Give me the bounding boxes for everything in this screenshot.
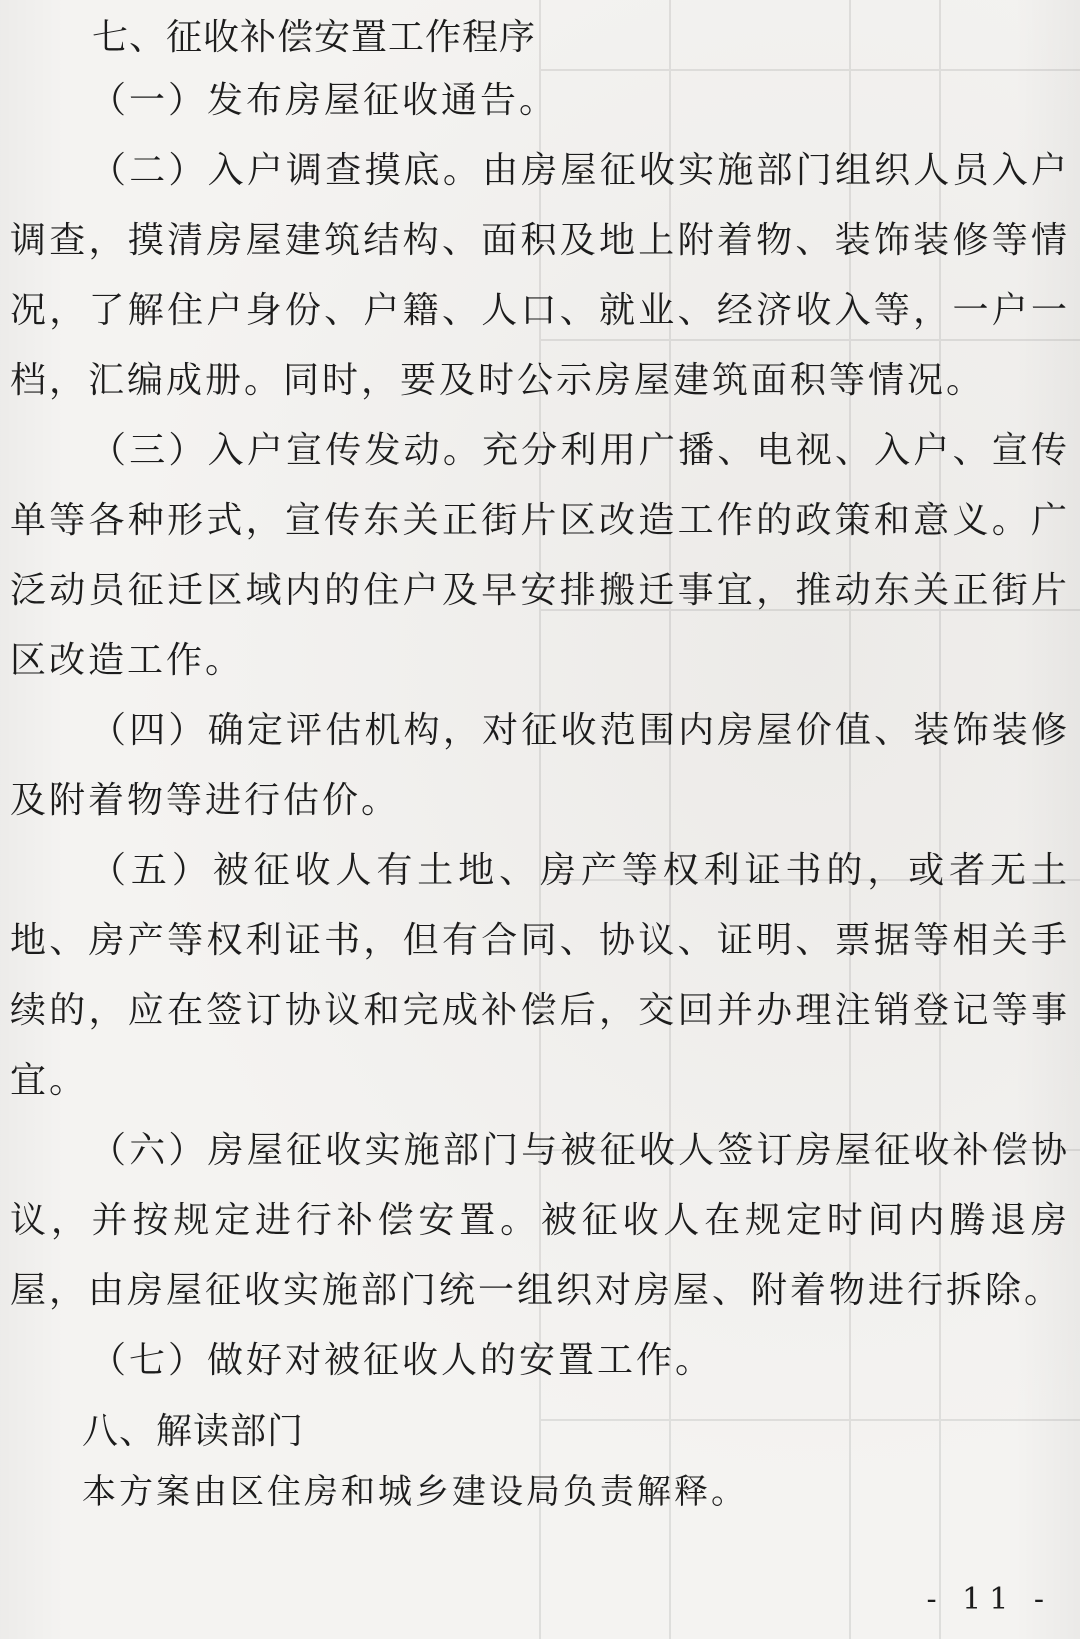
page-number: - 11 - xyxy=(926,1582,1052,1617)
section-heading-7: 七、征收补偿安置工作程序 xyxy=(92,17,537,58)
procedure-item-5: （五）被征收人有土地、房产等权利证书的，或者无土地、房产等权利证书，但有合同、协议、证明、票据等相关手续的，应在签订协议和完成补偿后，交回并办理注销登记等事宜。 xyxy=(10,850,1070,1101)
procedure-item-6: （六）房屋征收实施部门与被征收人签订房屋征收补偿协议，并按规定进行补偿安置。被征收人在规定时间内腾退房屋，由房屋征收实施部门统一组织对房屋、附着物进行拆除。 xyxy=(10,1130,1070,1311)
document-body xyxy=(10,10,1070,1524)
procedure-item-1: （一）发布房屋征收通告。 xyxy=(90,80,559,121)
procedure-item-7: （七）做好对被征收人的安置工作。 xyxy=(90,1340,715,1381)
procedure-item-2: （二）入户调查摸底。由房屋征收实施部门组织人员入户调查，摸清房屋建筑结构、面积及地上附着物、装饰装修等情况，了解住户身份、户籍、人口、就业、经济收入等，一户一档，汇编成册。同时，要及时公示房屋建筑面积等情况。 xyxy=(10,150,1070,401)
interpretation-statement: 本方案由区住房和城乡建设局负责解释。 xyxy=(82,1472,748,1512)
procedure-item-3: （三）入户宣传发动。充分利用广播、电视、入户、宣传单等各种形式，宣传东关正街片区改造工作的政策和意义。广泛动员征迁区域内的住户及早安排搬迁事宜，推动东关正街片区改造工作。 xyxy=(10,430,1070,681)
section-heading-8: 八、解读部门 xyxy=(82,1411,305,1452)
procedure-item-4: （四）确定评估机构，对征收范围内房屋价值、装饰装修及附着物等进行估价。 xyxy=(10,710,1070,821)
